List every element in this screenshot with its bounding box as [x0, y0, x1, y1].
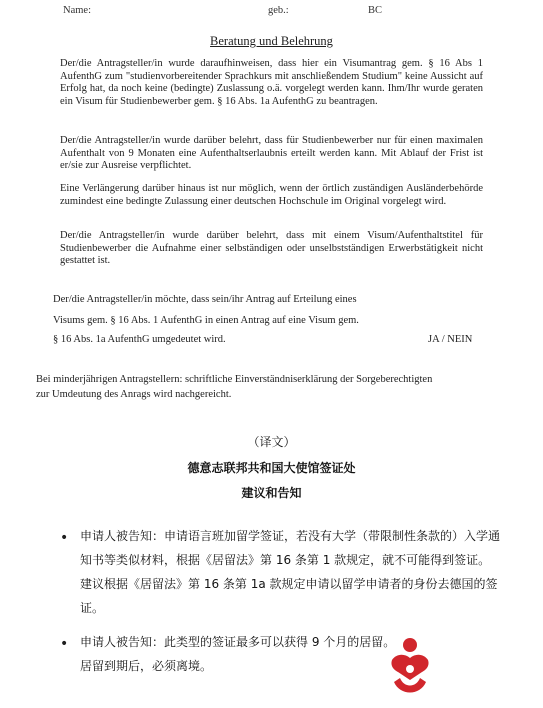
- minor-note-line-2: zur Umdeutung des Anrags wird nachgereicht.: [36, 389, 232, 400]
- translation-bullet-text: 申请人被告知：申请语言班加留学签证，若没有大学（带限制性条款的）入学通知书等类似材料，根据《居留法》第 16 条第 1 款规定，就不可能得到签证。建议根据《居留法》第 16 条第 1a 款规定申请以留学申请者的身份去德国的签证。: [80, 529, 501, 615]
- name-label: Name:: [63, 5, 91, 16]
- paragraph-2: Der/die Antragsteller/in wurde darüber belehrt, dass für Studienbewerber nur für einen maximalen Aufenthalt von 9 Monaten eine Aufenthaltserlaubnis erteilt werden kann. Mit Ablauf der Frist ist er/sie zur Ausreise verpflichtet.: [60, 135, 483, 172]
- yes-no-choice: JA / NEIN: [428, 334, 473, 345]
- page-title: Beratung und Belehrung: [210, 34, 333, 48]
- people-logo-icon: [386, 636, 434, 698]
- paragraph-3: Eine Verlängerung darüber hinaus ist nur möglich, wenn der örtlich zuständigen Ausländerbehörde zumindest eine bedingte Zulassung einer deutschen Hochschule im Original vorgelegt wird.: [60, 183, 483, 207]
- translation-bullet-text: 申请人被告知：此类型的签证最多可以获得 9 个月的居留。居留到期后，必须离境。: [80, 635, 396, 673]
- birth-label: geb.:: [268, 5, 289, 16]
- translation-heading: 德意志联邦共和国大使馆签证处: [187, 461, 356, 475]
- request-line-3: § 16 Abs. 1a AufenthG umgedeutet wird.: [53, 334, 226, 345]
- bullet-icon: •: [60, 530, 69, 546]
- request-line-1: Der/die Antragsteller/in möchte, dass sein/ihr Antrag auf Erteilung eines: [53, 294, 357, 305]
- bullet-icon: •: [60, 636, 69, 652]
- request-line-2: Visums gem. § 16 Abs. 1 AufenthG in einen Antrag auf eine Visum gem.: [53, 315, 359, 326]
- paragraph-1: Der/die Antragsteller/in wurde daraufhinweisen, dass hier ein Visumantrag gem. § 16 Abs 1 AufenthG zum "studienvorbereitender Sprachkurs mit anschließendem Studium" keine Aussicht auf Erfolg hat, da noch keine (bedingte) Zuslassung o.ä. vorgelegt werden kann. Ihm/Ihr wurde geraten ein Visum für Studienbewerber gem. § 16 Abs. 1a AufenthG zu beantragen.: [60, 58, 483, 107]
- paragraph-4: Der/die Antragsteller/in wurde darüber belehrt, dass mit einem Visum/Aufenthaltstitel für Studienbewerber die Aufnahme einer selbständigen oder unselbstständigen Erwerbstätigkeit nicht gestattet ist.: [60, 230, 483, 267]
- translation-label: （译文）: [247, 435, 296, 449]
- minor-note-line-1: Bei minderjährigen Antragstellern: schriftliche Einverständniserklärung der Sorgeberechtigten: [36, 374, 433, 385]
- code-label: BC: [368, 5, 383, 16]
- translation-subheading: 建议和告知: [241, 486, 302, 500]
